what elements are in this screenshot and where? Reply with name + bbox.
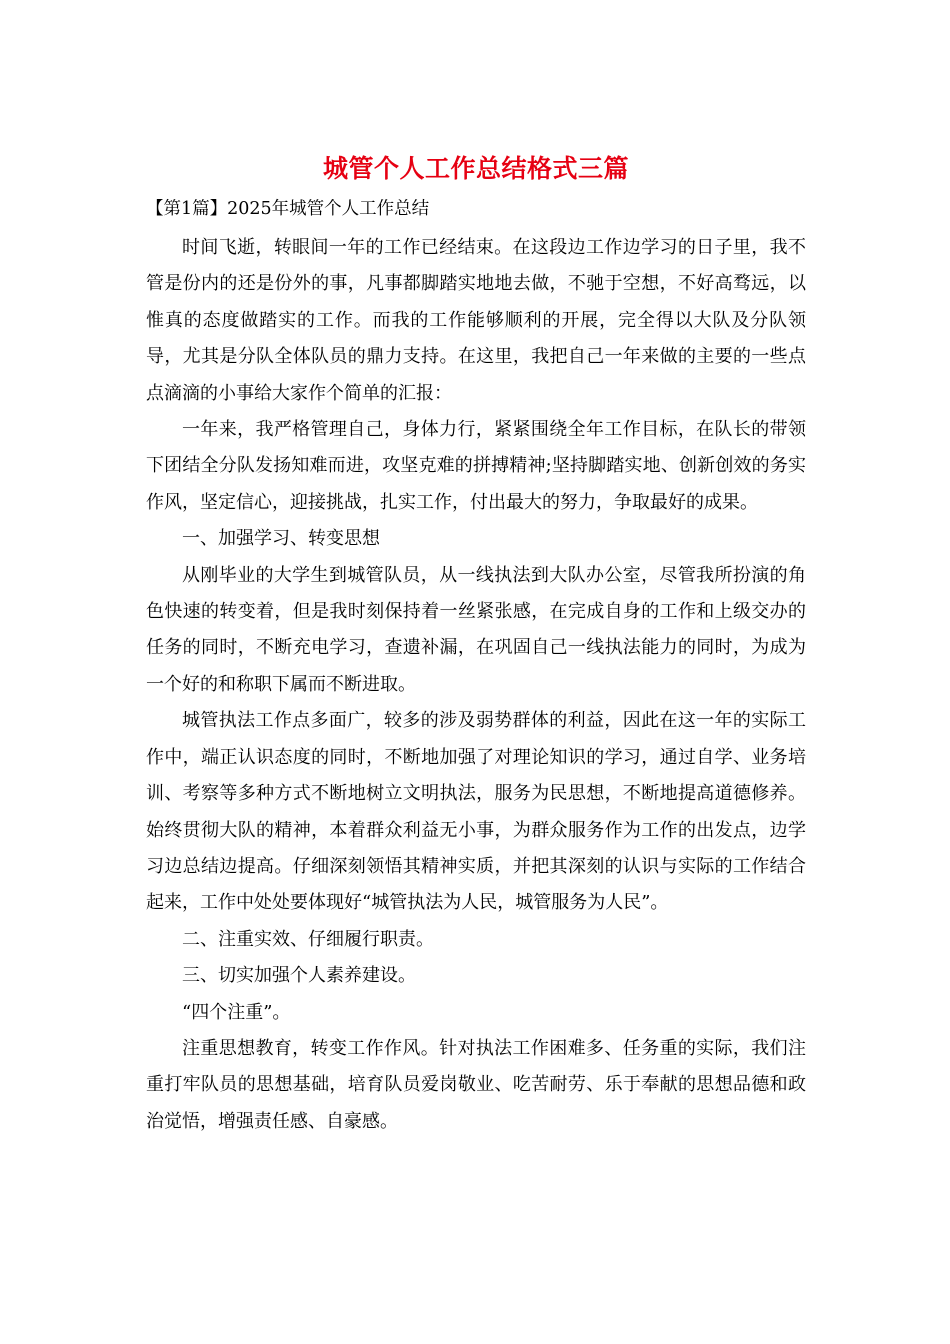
subheading: “四个注重”。 xyxy=(182,1001,291,1023)
paragraph: 从刚毕业的大学生到城管队员，从一线执法到大队办公室，尽管我所扮演的角色快速的转变着，但是我时刻保持着一丝紧张感，在完成自身的工作和上级交办的任务的同时，不断充电学习，查遗补漏，在巩固自己一线执法能力的同时，为成为一个好的和称职下属而不断进取。 xyxy=(146,564,806,695)
document-title: 城管个人工作总结格式三篇 xyxy=(322,154,629,183)
subheading: 一、加强学习、转变思想 xyxy=(182,528,380,550)
paragraph: 一年来，我严格管理自己，身体力行，紧紧围绕全年工作目标，在队长的带领下团结全分队发扬知难而进，攻坚克难的拼搏精神;坚持脚踏实地、创新创效的务实作风，坚定信心，迎接挑战，扎实工作，付出最大的努力，争取最好的成果。 xyxy=(146,419,806,513)
paragraph: 注重思想教育，转变工作作风。针对执法工作困难多、任务重的实际，我们注重打牢队员的思想基础，培育队员爱岗敬业、吃苦耐劳、乐于奉献的思想品德和政治觉悟，增强责任感、自豪感。 xyxy=(146,1037,806,1132)
paragraph: 时间飞逝，转眼间一年的工作已经结束。在这段边工作边学习的日子里，我不管是份内的还是份外的事，凡事都脚踏实地地去做，不驰于空想，不好高骛远，以惟真的态度做踏实的工作。而我的工作能够顺利的开展，完全得以大队及分队领导，尤其是分队全体队员的鼎力支持。在这里，我把自己一年来做的主要的一些点点滴滴的小事给大家作个简单的汇报： xyxy=(146,237,806,404)
document-page xyxy=(146,150,806,1140)
section-heading: 【第1篇】2025年城管个人工作总结 xyxy=(146,199,430,219)
subheading: 二、注重实效、仔细履行职责。 xyxy=(182,928,434,950)
paragraph: 城管执法工作点多面广，较多的涉及弱势群体的利益，因此在这一年的实际工作中，端正认识态度的同时，不断地加强了对理论知识的学习，通过自学、业务培训、考察等多种方式不断地树立文明执法，服务为民思想，不断地提高道德修养。始终贯彻大队的精神，本着群众利益无小事，为群众服务作为工作的出发点，边学习边总结边提高。仔细深刻领悟其精神实质，并把其深刻的认识与实际的工作结合起来，工作中处处要体现好“城管执法为人民，城管服务为人民”。 xyxy=(146,710,806,914)
subheading: 三、切实加强个人素养建设。 xyxy=(182,965,416,987)
